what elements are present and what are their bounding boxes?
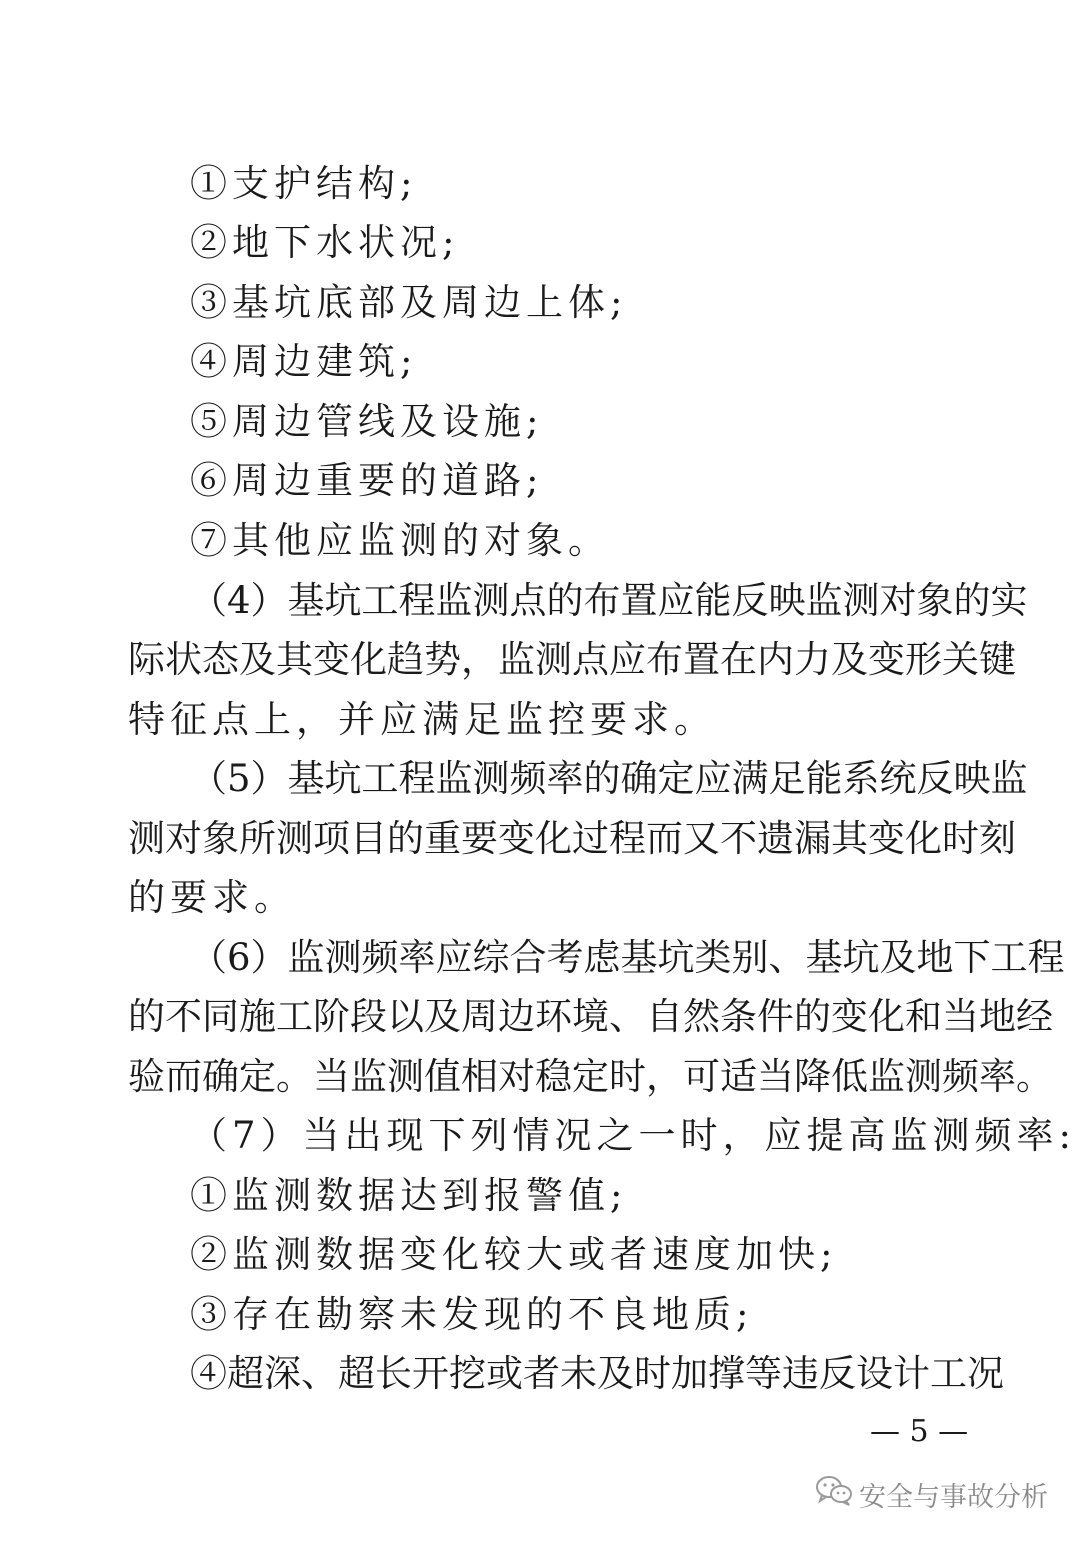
paragraph-line: 验而确定。当监测值相对稳定时，可适当降低监测频率。 [128,1055,1053,1098]
text-line: ⑤周边管线及设施; [190,400,544,443]
text-line: ④周边建筑; [190,340,418,383]
watermark [815,1474,1048,1514]
text-line: ②监测数据变化较大或者速度加快; [190,1233,838,1276]
watermark-text: 安全与事故分析 [859,1481,1048,1513]
paragraph-line: 的要求。 [128,876,296,919]
paragraph-line: （4）基坑工程监测点的布置应能反映监测对象的实 [190,579,1028,622]
paragraph-line: 的不同施工阶段以及周边环境、自然条件的变化和当地经 [128,995,1053,1038]
text-line: ④超深、超长开挖或者未及时加撑等违反设计工况 [190,1352,1004,1395]
paragraph-line: （5）基坑工程监测频率的确定应满足能系统反映监 [190,757,1028,800]
text-line: ②地下水状况; [190,221,460,264]
paragraph-line: 特征点上，并应满足监控要求。 [128,698,716,741]
text-line: ①支护结构; [190,162,418,205]
text-line: ③存在勘察未发现的不良地质; [190,1293,754,1336]
paragraph-line: 际状态及其变化趋势，监测点应布置在内力及变形关键 [128,638,1016,681]
text-line: ①监测数据达到报警值; [190,1174,628,1217]
text-line: ⑥周边重要的道路; [190,459,544,502]
wechat-icon [815,1475,859,1514]
text-line: ③基坑底部及周边上体; [190,281,628,324]
paragraph-line: （7）当出现下列情况之一时，应提高监测频率: [190,1114,1077,1157]
paragraph-line: 测对象所测项目的重要变化过程而又不遗漏其变化时刻 [128,817,1016,860]
paragraph-line: （6）监测频率应综合考虑基坑类别、基坑及地下工程 [190,936,1065,979]
text-line: ⑦其他应监测的对象。 [190,519,610,562]
page-number: — 5 — [870,1414,969,1449]
